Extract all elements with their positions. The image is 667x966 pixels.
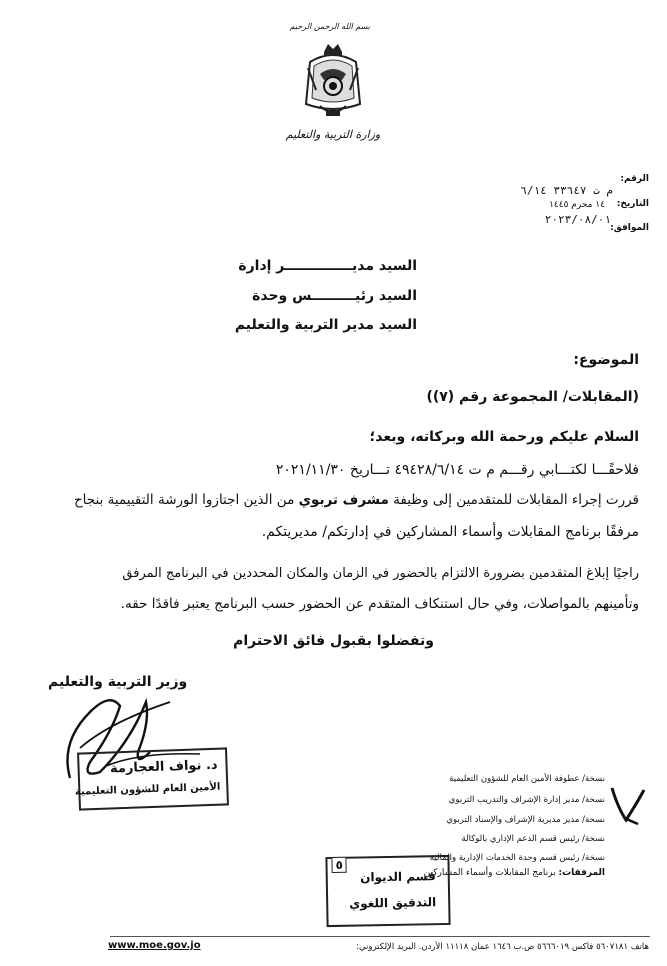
p1-line2-pre: قررت إجراء المقابلات للمتقدمين إلى وظيفة — [393, 492, 639, 508]
attachments — [424, 868, 605, 878]
ministry-name: وزارة التربية والتعليم — [285, 128, 381, 141]
addressee-3: السيد مدير التربية والتعليم — [234, 317, 417, 333]
p1-line2-post: من الذين اجتازوا الورشة التقييمية بنجاح — [73, 492, 295, 508]
date-label: التاريخ: — [616, 199, 649, 209]
signature-position: الأمين العام للشؤون التعليمية — [74, 781, 221, 798]
cc-line-5: نسخة/ رئيس قسم وحدة الخدمات الإدارية والمالية — [429, 853, 605, 863]
footer-website[interactable]: www.moe.gov.jo — [108, 940, 201, 951]
paragraph-1-line-2 — [27, 492, 639, 508]
cc-line-2: نسخة/ مدير إدارة الإشراف والتدريب التربوي — [448, 795, 605, 805]
addressee-2: السيد رئيـــــــــس وحدة — [252, 288, 417, 304]
paragraph-1-line-1: فلاحقًـــا لكتـــابي رقـــم م ت ٤٩٤٢٨/٦/١٤ تـــاريخ ٢٠٢١/١١/٣٠ — [275, 462, 639, 478]
greeting: السلام عليكم ورحمة الله وبركاته، وبعد؛ — [369, 429, 639, 445]
basmala: بسم الله الرحمن الرحيم — [289, 22, 370, 31]
signature-name: د. نواف العجارمة — [109, 757, 218, 777]
date-hijri: ١٤ محرم ١٤٤٥ — [549, 200, 605, 210]
closing: وتفضلوا بقبول فائق الاحترام — [233, 633, 434, 649]
handwritten-mark-icon — [604, 778, 650, 828]
paragraph-2-line-1: راجيًا إبلاغ المتقدمين بضرورة الالتزام بالحضور في الزمان والمكان المحددين في البرنامج المرفق — [122, 566, 639, 581]
attachments-label: المرفقات: — [558, 868, 605, 878]
agreed-label: الموافق: — [610, 223, 649, 233]
diwan-stamp-line2: التدقيق اللغوي — [349, 895, 437, 911]
paragraph-2-line-2: وتأمينهم بالمواصلات، وفي حال استنكاف المتقدم عن الحضور حسب البرنامج يعتبر فاقدًا حقه. — [120, 596, 639, 612]
ref-value: م ت ٣٣٦٤٧ ٦/١٤ — [520, 184, 613, 197]
attachments-text: برنامج المقابلات وأسماء المشاركين — [423, 868, 556, 878]
p1-line2-bold: مشرف تربوي — [298, 492, 389, 508]
diwan-stamp-number: ٥ — [331, 857, 347, 873]
subject-label: الموضوع: — [573, 352, 639, 368]
cc-line-4: نسخة/ رئيس قسم الدعم الإداري بالوكالة — [461, 834, 605, 844]
date-gregorian: ٢٠٢٣/٠٨/٠١ — [544, 213, 611, 226]
diwan-stamp-line1: قسم الديوان — [360, 869, 436, 885]
addressee-1: السيد مديــــــــــــــر إدارة — [238, 258, 417, 274]
signature-title: وزير التربية والتعليم — [48, 674, 188, 690]
subject-text: (المقابلات/ المجموعة رقم (٧)) — [426, 389, 639, 405]
footer-contact: هاتف ٥٦٠٧١٨١ فاكس ٥٦٦٦٠١٩ ص.ب ١٦٤٦ عمان ١١١١٨ الأردن. البريد الإلكتروني: — [356, 942, 649, 952]
cc-line-3: نسخة/ مدير مديرية الإشراف والإسناد التربوي — [446, 815, 605, 825]
paragraph-1-line-3: مرفقًا برنامج المقابلات وأسماء المشاركين في إدارتكم/ مديريتكم. — [261, 524, 639, 540]
diwan-stamp — [325, 855, 450, 927]
footer-divider — [110, 936, 650, 937]
coat-of-arms-icon — [302, 40, 364, 122]
cc-line-1: نسخة/ عطوفة الأمين العام للشؤون التعليمية — [449, 774, 605, 784]
signature-stamp — [74, 747, 229, 810]
ref-label: الرقم: — [620, 174, 649, 184]
